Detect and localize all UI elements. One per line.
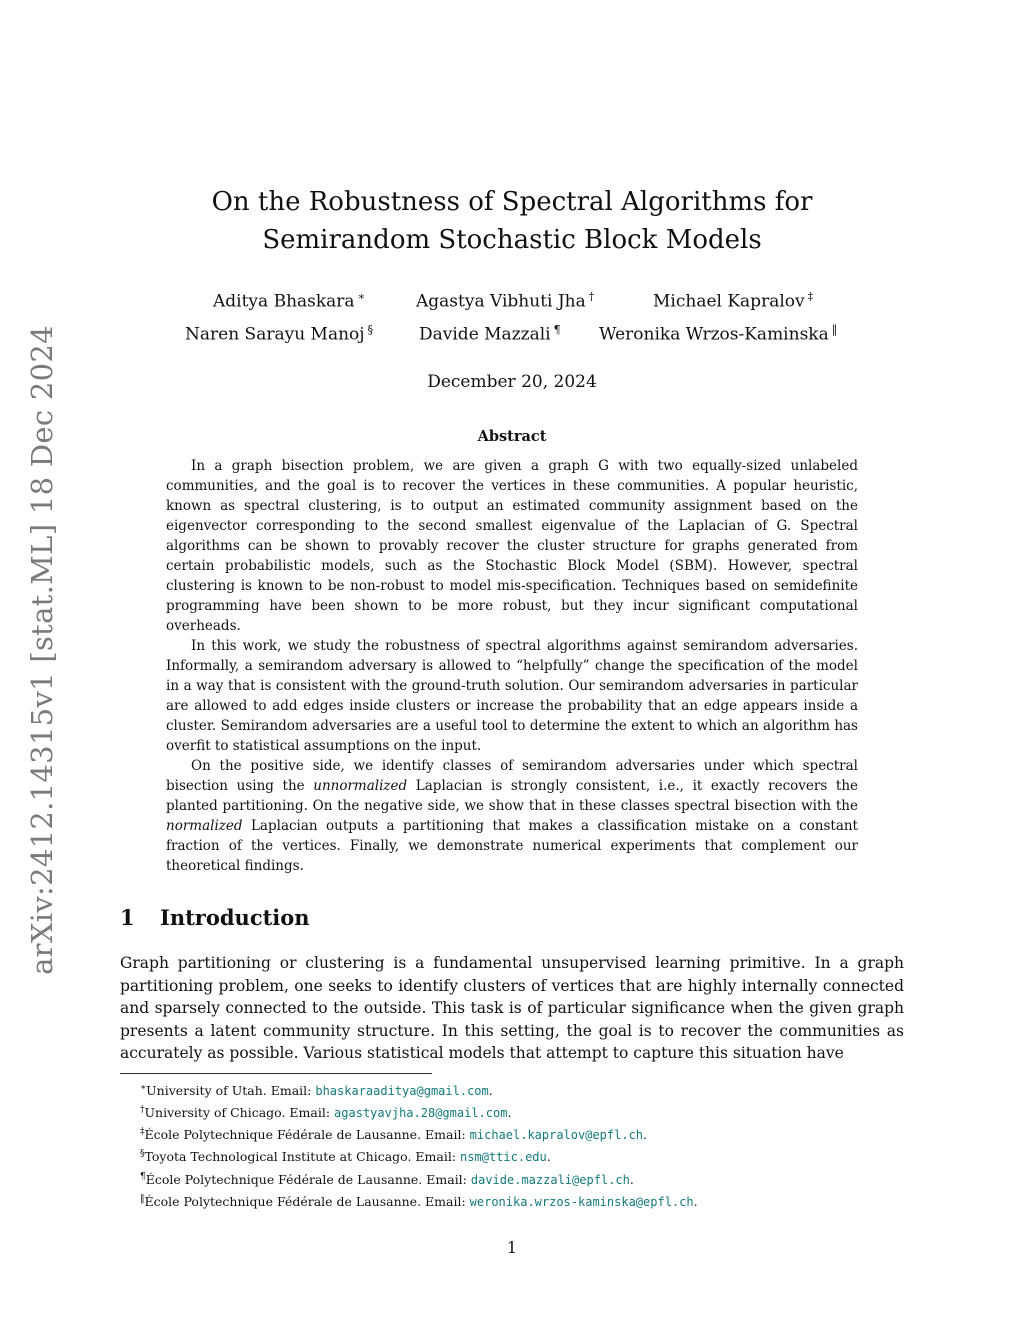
footnote: ‡École Polytechnique Fédérale de Lausanne. Email: michael.kapralov@epfl.ch.: [140, 1127, 648, 1143]
footnote-mark: ‡: [140, 1127, 145, 1138]
author-mark: †: [588, 290, 595, 303]
footnote-mark: ∗: [140, 1083, 147, 1093]
author-name: Agastya Vibhuti Jha: [416, 291, 586, 312]
emphasis-normalized: normalized: [166, 818, 243, 834]
abstract-text: On the positive side, we identify classes of semirandom adversaries under which spectral bisection using the: [166, 758, 858, 794]
footnote-text: University of Utah. Email:: [146, 1083, 316, 1099]
author-mark: ¶: [553, 323, 561, 336]
email-link[interactable]: davide.mazzali@epfl.ch: [470, 1172, 630, 1187]
email-link[interactable]: weronika.wrzos-kaminska@epfl.ch: [469, 1194, 694, 1209]
abstract-paragraph-2: In this work, we study the robustness of spectral algorithms against semirandom adversaries. Informally, a semirandom adversary is allowed to “helpfully” change the specification of the model in a way that is consistent with the ground-truth solution. Our semirandom adversaries in particular are allowed to add edges inside clusters or increase the probability that an edge appears inside a cluster. Semirandom adversaries are a useful tool to determine the extent to which an algorithm has overfit to statistical assumptions on the input.: [166, 638, 858, 754]
abstract-text: Laplacian outputs a partitioning that makes a classification mistake on a constant fraction of the vertices. Finally, we demonstrate numerical experiments that complement our theoretical findings.: [166, 818, 858, 874]
author-5: [419, 323, 561, 345]
arxiv-identifier: arXiv:2412.14315v1 [stat.ML] 18 Dec 2024: [25, 325, 59, 975]
footnote-text: École Polytechnique Fédérale de Lausanne. Email:: [144, 1127, 470, 1143]
email-link[interactable]: bhaskaraaditya@gmail.com: [315, 1084, 489, 1099]
author-name: Weronika Wrzos-Kaminska: [599, 324, 829, 345]
abstract-body: [166, 456, 858, 876]
email-link[interactable]: agastyavjha.28@gmail.com: [334, 1106, 508, 1121]
author-4: [185, 323, 373, 345]
publication-date: December 20, 2024: [427, 372, 597, 392]
footnote-text: École Polytechnique Fédérale de Lausanne. Email:: [144, 1193, 470, 1209]
author-name: Davide Mazzali: [419, 324, 551, 345]
author-mark: §: [367, 323, 374, 336]
paper-title: On the Robustness of Spectral Algorithms for Semirandom Stochastic Block Models: [211, 187, 813, 255]
author-name: Michael Kapralov: [653, 291, 805, 312]
author-6: [599, 323, 837, 345]
author-3: [653, 290, 813, 312]
email-link[interactable]: michael.kapralov@epfl.ch: [469, 1128, 644, 1143]
footnotes: [140, 1079, 900, 1212]
author-2: [416, 290, 594, 312]
abstract-text: Laplacian is strongly consistent, i.e., it exactly recovers the planted partitioning. On the negative side, we show that in these classes spectral bisection with the: [166, 778, 858, 814]
footnote: ¶École Polytechnique Fédérale de Lausanne. Email: davide.mazzali@epfl.ch.: [140, 1171, 634, 1187]
footnote-mark: §: [140, 1149, 145, 1160]
email-link[interactable]: nsm@ttic.edu: [460, 1150, 547, 1165]
section-heading: [120, 905, 310, 930]
abstract-heading: Abstract: [477, 428, 547, 445]
abstract-paragraph-1: In a graph bisection problem, we are given a graph G with two equally-sized unlabeled communities, and the goal is to recover the vertices in these communities. A popular heuristic, known as spectral clustering, is to output an estimated community assignment based on the eigenvector corresponding to the second smallest eigenvalue of the Laplacian of G. Spectral algorithms can be shown to provably recover the cluster structure for graphs generated from certain probabilistic models, such as the Stochastic Block Model (SBM). However, spectral clustering is known to be non-robust to model mis-specification. Techniques based on semidefinite programming have been shown to be more robust, but they incur significant computational overheads.: [166, 458, 858, 634]
author-name: Aditya Bhaskara: [213, 291, 355, 312]
section-title-text: Introduction: [160, 905, 310, 930]
author-mark: ‖: [831, 323, 838, 336]
author-1: [213, 290, 365, 312]
footnote-text: École Polytechnique Fédérale de Lausanne. Email:: [145, 1171, 471, 1187]
footnote: †University of Chicago. Email: agastyavjha.28@gmail.com.: [140, 1105, 512, 1121]
footnote-mark: ¶: [140, 1171, 146, 1182]
abstract-paragraph-3: [166, 756, 858, 876]
author-name: Naren Sarayu Manoj: [185, 324, 365, 345]
emphasis-unnormalized: unnormalized: [313, 778, 408, 794]
footnote: ∗University of Utah. Email: bhaskaraaditya@gmail.com.: [140, 1083, 493, 1099]
author-mark: ∗: [357, 290, 366, 303]
footnote: §Toyota Technological Institute at Chicago. Email: nsm@ttic.edu.: [140, 1149, 551, 1165]
introduction-paragraph: Graph partitioning or clustering is a fundamental unsupervised learning primitive. In a graph partitioning problem, one seeks to identify clusters of vertices that are highly internally connected and sparsely connected to the outside. This task is of particular significance when the given graph presents a latent community structure. In this setting, the goal is to recover the communities as accurately as possible. Various statistical models that attempt to capture this situation have: [120, 954, 904, 1062]
footnote-mark: ‖: [140, 1193, 145, 1204]
footnote-rule: [120, 1073, 432, 1074]
section-number: 1: [120, 905, 135, 930]
author-mark: ‡: [807, 290, 814, 303]
footnote-mark: †: [140, 1105, 145, 1116]
footnote-text: Toyota Technological Institute at Chicago. Email:: [144, 1149, 461, 1165]
footnote-text: University of Chicago. Email:: [144, 1105, 335, 1121]
footnote: ‖École Polytechnique Fédérale de Lausanne. Email: weronika.wrzos-kaminska@epfl.ch.: [140, 1193, 698, 1209]
page-number: 1: [506, 1238, 518, 1257]
